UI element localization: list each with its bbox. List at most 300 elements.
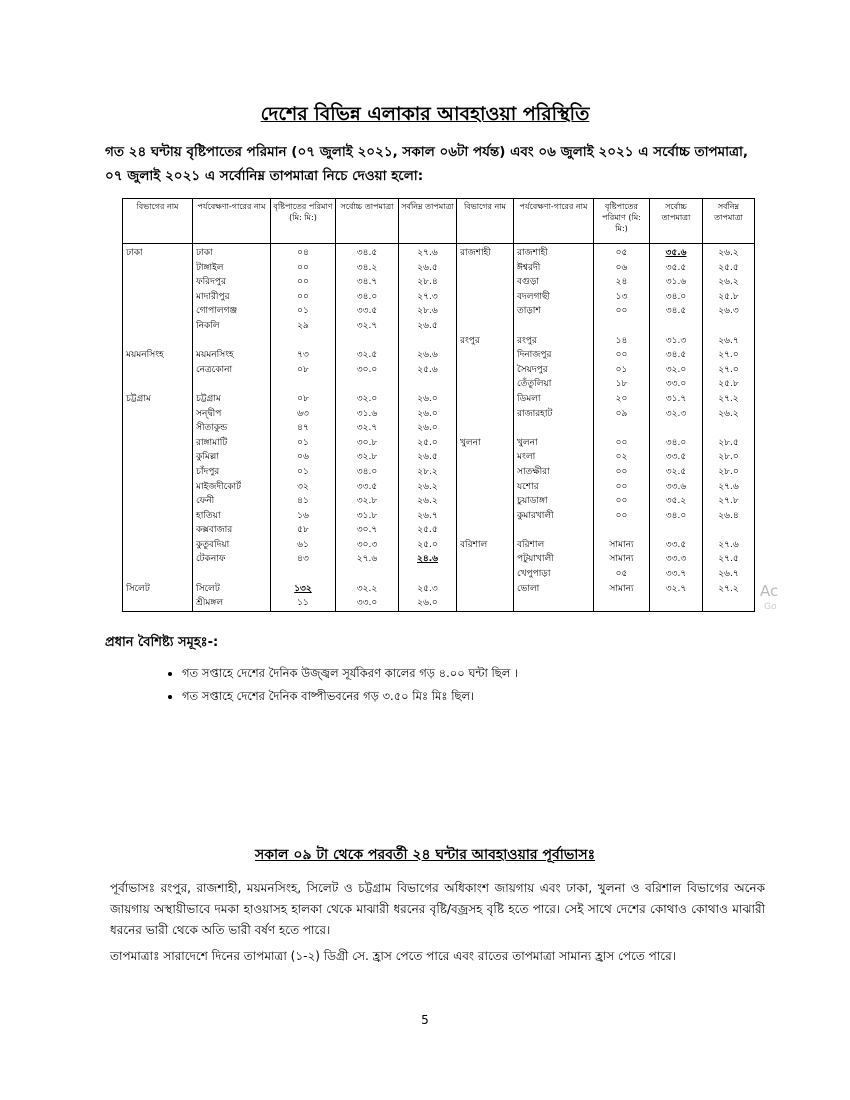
table-cell: [594, 480, 650, 495]
table-cell: [123, 348, 193, 363]
table-cell: [703, 480, 755, 495]
cell-text: ৩২: [297, 481, 309, 492]
table-cell: [193, 552, 271, 567]
cell-text: ৩২.৫: [356, 350, 378, 361]
cell-text: ৩৩.৫: [356, 306, 378, 317]
table-cell: [650, 407, 703, 422]
table-row: [123, 304, 755, 319]
table-cell: [703, 334, 755, 349]
table-header-row: [123, 199, 755, 244]
table-cell: [271, 334, 336, 349]
cell-text: ময়মনসিংহ: [126, 350, 164, 361]
table-cell: [594, 363, 650, 378]
table-cell: [594, 407, 650, 422]
table-row: [123, 275, 755, 290]
table-cell: [123, 275, 193, 290]
feature-item: • গত সপ্তাহে দেশের দৈনিক উজ্জ্বল সূর্যকিরণ কালের গড় ৪.০০ ঘন্টা ছিল ।: [182, 662, 742, 685]
table-cell: [650, 567, 703, 582]
table-cell: [193, 582, 271, 597]
cell-text: ২৭.৫: [718, 554, 739, 565]
table-cell: [193, 334, 271, 349]
cell-text: ৬৩: [297, 408, 309, 419]
cell-text: খুলনা: [460, 437, 481, 448]
cell-text: ২৬.২: [417, 496, 438, 507]
column-header: বিভাগের নাম: [123, 199, 193, 244]
cell-text: ২৬.৭: [718, 569, 739, 580]
column-header: পর্যবেক্ষণা-গারের নাম: [514, 199, 594, 244]
table-cell: [399, 304, 457, 319]
cell-text: ২৫.৮: [718, 379, 739, 390]
table-cell: [650, 377, 703, 392]
table-cell: [271, 480, 336, 495]
table-cell: [703, 494, 755, 509]
cell-text: ০০: [615, 306, 628, 317]
cell-text: সীতাকুন্ড: [196, 423, 228, 434]
table-cell: [457, 275, 514, 290]
cell-text: ৩৪.৫: [665, 350, 687, 361]
cell-text: ৩৪.০: [356, 466, 378, 477]
table-cell: [399, 567, 457, 582]
cell-text: সাতক্ষীরা: [517, 466, 550, 477]
table-cell: [594, 334, 650, 349]
table-cell: [457, 567, 514, 582]
cell-text: ২৬.০: [417, 598, 438, 609]
cell-text: ৩০.৩: [356, 539, 378, 550]
cell-text: মাইজদীকোর্ট: [196, 481, 242, 492]
cell-text: ০৬: [297, 452, 309, 463]
table-cell: [399, 421, 457, 436]
cell-text: সন্দ্বীপ: [196, 408, 222, 419]
cell-text: ফেনী: [196, 496, 215, 507]
table-cell: [514, 552, 594, 567]
cell-text: ২৬.৭: [417, 510, 438, 521]
cell-text: ৩২.৭: [356, 320, 378, 331]
page-number: 5: [421, 1013, 429, 1027]
table-cell: [594, 494, 650, 509]
cell-text: চাঁদপুর: [196, 466, 220, 477]
cell-text: ০৫: [615, 569, 628, 580]
cell-text: ২৭.৬: [718, 481, 739, 492]
table-cell: [650, 290, 703, 305]
table-cell: [703, 290, 755, 305]
cell-text: ৩২.৭: [665, 583, 687, 594]
cell-text: ২৮.০: [718, 466, 739, 477]
feature-item: • গত সপ্তাহে দেশের দৈনিক বাষ্পীভবনের গড় ৩.৫০ মিঃ মিঃ ছিল।: [182, 685, 742, 708]
cell-text: চুয়াডাঙ্গা: [517, 496, 548, 507]
table-cell: [123, 377, 193, 392]
cell-text: ২৬.৬: [417, 350, 438, 361]
table-row: [123, 436, 755, 451]
table-cell: [193, 436, 271, 451]
table-cell: [514, 465, 594, 480]
cell-text: ০১: [615, 364, 628, 375]
table-cell: [123, 509, 193, 524]
table-cell: [514, 421, 594, 436]
table-cell: [336, 552, 399, 567]
cell-text: দিনাজপুর: [517, 350, 552, 361]
table-cell: [594, 436, 650, 451]
table-row: [123, 377, 755, 392]
table-cell: [457, 465, 514, 480]
cell-text: ২৮.০: [718, 452, 739, 463]
table-cell: [399, 523, 457, 538]
cell-text: ২৭.৮: [718, 496, 739, 507]
table-cell: [123, 538, 193, 553]
cell-text: কুতুবদিয়া: [196, 539, 230, 550]
table-cell: [650, 304, 703, 319]
table-cell: [650, 596, 703, 611]
table-cell: [123, 480, 193, 495]
table-cell: [193, 509, 271, 524]
page-title: দেশের বিভিন্ন এলাকার আবহাওয়া পরিস্থিতি: [260, 103, 590, 125]
cell-text: ৩২.৭: [356, 423, 378, 434]
features-list: [160, 662, 742, 708]
cell-text: ৩৪.৫: [665, 306, 687, 317]
cell-text: ৩১.৬: [665, 277, 687, 288]
table-cell: [193, 377, 271, 392]
table-cell: [703, 596, 755, 611]
table-cell: [514, 275, 594, 290]
cell-text: খুলনা: [517, 437, 538, 448]
table-cell: [594, 377, 650, 392]
cell-text: ২৬.৫: [417, 452, 438, 463]
table-cell: [336, 261, 399, 276]
cell-text: ২৫.৫: [718, 262, 739, 273]
features-heading: প্রধান বৈশিষ্ট্য সমূহঃ-:: [105, 635, 219, 650]
table-cell: [399, 348, 457, 363]
cell-text: ১৩: [615, 291, 628, 302]
table-cell: [514, 363, 594, 378]
cell-text: ০০: [297, 262, 309, 273]
cell-text: ৩৩.৩: [665, 554, 687, 565]
cell-text: ০০: [297, 277, 309, 288]
cell-text: ২৯: [297, 320, 309, 331]
table-cell: [271, 494, 336, 509]
table-cell: [271, 596, 336, 611]
table-cell: [271, 319, 336, 334]
table-cell: [457, 261, 514, 276]
cell-text: ৩৩.৬: [665, 481, 687, 492]
cell-text: ২৫.৫: [417, 525, 438, 536]
cell-text: কুমারখালী: [517, 510, 554, 521]
table-cell: [650, 480, 703, 495]
cell-text: ০১: [297, 466, 309, 477]
cell-text: ৩৪.০: [356, 291, 378, 302]
table-cell: [457, 304, 514, 319]
cell-text: সামান্য: [609, 583, 634, 594]
cell-text: খেপুপাড়া: [517, 569, 551, 580]
cell-text: ৩৩.৭: [665, 569, 687, 580]
table-cell: [336, 538, 399, 553]
cell-text: ৩১.৮: [356, 510, 378, 521]
cell-text: ৩২.০: [665, 364, 687, 375]
cell-text: ২৬.০: [417, 423, 438, 434]
cell-text: ৬১: [297, 539, 309, 550]
table-cell: [703, 567, 755, 582]
cell-text: ২৬.২: [718, 408, 739, 419]
table-cell: [514, 348, 594, 363]
cell-text: ৩৪.২: [356, 262, 378, 273]
cell-text: ১৮: [615, 379, 628, 390]
table-cell: [650, 392, 703, 407]
cell-text: ০৬: [615, 262, 628, 273]
cell-text: ৩৪.০: [665, 437, 687, 448]
table-cell: [271, 348, 336, 363]
cell-text: ফরিদপুর: [196, 277, 226, 288]
cell-text: ৩৩.৫: [356, 481, 378, 492]
cell-text: ৩৩.৫: [665, 539, 687, 550]
cell-text: ৩২.৩: [665, 408, 687, 419]
table-cell: [271, 582, 336, 597]
table-cell: [399, 596, 457, 611]
table-cell: [336, 494, 399, 509]
cell-text: ৪৩: [297, 554, 309, 565]
cell-text: ১৩২: [294, 583, 312, 594]
table-cell: [594, 509, 650, 524]
cell-text: ৩৪.৫: [356, 248, 378, 258]
table-row: [123, 319, 755, 334]
table-cell: [271, 450, 336, 465]
table-cell: [457, 407, 514, 422]
cell-text: রংপুর: [517, 335, 537, 346]
table-cell: [271, 465, 336, 480]
cell-text: ৩০.৭: [356, 525, 378, 536]
column-header: সর্বোচ্চ তাপমাত্রা: [650, 199, 703, 244]
table-cell: [399, 465, 457, 480]
cell-text: ৭৩: [297, 350, 309, 361]
cell-text: রাজশাহী: [517, 248, 548, 258]
cell-text: পটুয়াখালী: [517, 554, 554, 565]
cell-text: ০০: [615, 496, 628, 507]
cell-text: ২৭.৩: [417, 291, 438, 302]
cell-text: ০৪: [297, 248, 309, 258]
cell-text: ২৭.৬: [356, 554, 378, 565]
cell-text: ঢাকা: [126, 248, 143, 258]
table-cell: [399, 244, 457, 261]
cell-text: শ্রীমঙ্গল: [196, 598, 224, 609]
temperature-paragraph: তাপমাত্রাঃ সারাদেশে দিনের তাপমাত্রা (১-২) ডিগ্রী সে. হ্রাস পেতে পারে এবং রাতের তাপমাত্রা সামান্য হ্রাস পেতে পারে।: [110, 949, 677, 963]
table-cell: [399, 363, 457, 378]
cell-text: ৩১.৬: [356, 408, 378, 419]
cell-text: ০০: [615, 510, 628, 521]
table-row: [123, 334, 755, 349]
cell-text: ২৫.৮: [718, 291, 739, 302]
table-cell: [514, 261, 594, 276]
table-cell: [703, 582, 755, 597]
cell-text: ৩৪.৭: [356, 277, 378, 288]
table-cell: [457, 334, 514, 349]
cell-text: ৩০.৮: [356, 437, 378, 448]
table-cell: [703, 319, 755, 334]
table-cell: [271, 552, 336, 567]
cell-text: সিলেট: [126, 583, 150, 594]
cell-text: বদলগাছী: [517, 291, 550, 302]
table-cell: [271, 244, 336, 261]
cell-text: বরিশাল: [460, 539, 488, 550]
table-cell: [594, 523, 650, 538]
table-cell: [457, 582, 514, 597]
table-cell: [271, 363, 336, 378]
table-cell: [594, 538, 650, 553]
table-cell: [123, 552, 193, 567]
cell-text: ৩৪.০: [665, 291, 687, 302]
column-header: সর্বোচ্চ তাপমাত্রা: [336, 199, 399, 244]
table-cell: [650, 348, 703, 363]
table-cell: [703, 509, 755, 524]
table-cell: [594, 290, 650, 305]
table-cell: [703, 363, 755, 378]
table-cell: [650, 582, 703, 597]
table-cell: [703, 392, 755, 407]
table-cell: [514, 596, 594, 611]
table-cell: [336, 582, 399, 597]
table-cell: [193, 275, 271, 290]
table-cell: [650, 319, 703, 334]
table-row: [123, 244, 755, 261]
table-cell: [123, 290, 193, 305]
table-cell: [703, 538, 755, 553]
table-cell: [703, 523, 755, 538]
table-cell: [594, 552, 650, 567]
cell-text: ২৬.৭: [718, 335, 739, 346]
table-cell: [193, 494, 271, 509]
table-cell: [594, 421, 650, 436]
table-cell: [514, 450, 594, 465]
cell-text: ২৬.২: [718, 277, 739, 288]
cell-text: ২৬.৫: [417, 320, 438, 331]
column-header: বৃষ্টিপাতের পরিমাণ (মি: মি:): [594, 199, 650, 244]
cell-text: রংপুর: [460, 335, 480, 346]
cell-text: ২৮.৫: [718, 437, 739, 448]
cell-text: ঈশ্বরদী: [517, 262, 541, 273]
cell-text: ০০: [615, 481, 628, 492]
cell-text: রাঙ্গামাটি: [196, 437, 228, 448]
table-cell: [123, 421, 193, 436]
table-cell: [650, 275, 703, 290]
table-cell: [457, 348, 514, 363]
table-cell: [457, 450, 514, 465]
cell-text: ২৫.০: [417, 539, 438, 550]
table-cell: [650, 261, 703, 276]
forecast-paragraph: পূর্বাভাসঃ রংপুর, রাজশাহী, ময়মনসিংহ, সিলেট ও চট্টগ্রাম বিভাগের অধিকাংশ জায়গায় এবং ঢাকা, খুলনা ও বরিশাল বিভাগের অনেক জায়গায় অস্থায়ীভাবে দমকা হাওয়াসহ হালকা থেকে মাঝারী ধরনের বৃষ্টি/বজ্রসহ বৃষ্টি হতে পারে। সেই সাথে দেশের কোথাও কোথাও মাঝারী ধরনের ভারী থেকে অতি ভারী বর্ষণ হতে পারে।: [110, 881, 765, 937]
table-cell: [193, 319, 271, 334]
table-cell: [514, 392, 594, 407]
cell-text: ০০: [615, 437, 628, 448]
table-cell: [594, 275, 650, 290]
cell-text: ৩১.৩: [665, 335, 687, 346]
cell-text: ৩২.৫: [665, 466, 687, 477]
cell-text: গোপালগঞ্জ: [196, 306, 238, 317]
table-cell: [123, 523, 193, 538]
table-cell: [594, 244, 650, 261]
cell-text: ৪১: [297, 496, 309, 507]
cell-text: ২৪.৬: [417, 554, 438, 565]
table-cell: [336, 523, 399, 538]
table-cell: [336, 377, 399, 392]
table-cell: [399, 552, 457, 567]
cell-text: বগুড়া: [517, 277, 540, 288]
table-cell: [271, 436, 336, 451]
cell-text: ময়মনসিংহ: [196, 350, 234, 361]
table-cell: [703, 552, 755, 567]
table-cell: [650, 421, 703, 436]
table-cell: [399, 480, 457, 495]
table-cell: [123, 596, 193, 611]
column-header: বিভাগের নাম: [457, 199, 514, 244]
cell-text: ২৪: [615, 277, 628, 288]
cell-text: ২৭.০: [718, 364, 739, 375]
table-row: [123, 290, 755, 305]
cell-text: ০৯: [615, 408, 628, 419]
cell-text: হাতিয়া: [196, 510, 221, 521]
table-row: [123, 567, 755, 582]
table-cell: [271, 392, 336, 407]
cell-text: কক্সবাজার: [196, 525, 233, 536]
table-cell: [271, 567, 336, 582]
table-cell: [703, 348, 755, 363]
cell-text: ০০: [615, 466, 628, 477]
table-cell: [650, 523, 703, 538]
cell-text: ২৮.৪: [417, 277, 438, 288]
table-cell: [514, 538, 594, 553]
table-cell: [123, 465, 193, 480]
cell-text: বরিশাল: [517, 539, 545, 550]
table-cell: [193, 261, 271, 276]
table-cell: [514, 290, 594, 305]
table-row: [123, 421, 755, 436]
cell-text: রাজারহাট: [517, 408, 553, 419]
cell-text: ৩০.০: [356, 364, 378, 375]
column-header: পর্যবেক্ষণা-গারের নাম: [193, 199, 271, 244]
table-cell: [514, 480, 594, 495]
column-header: সর্বনিম্ন তাপমাত্রা: [703, 199, 755, 244]
table-cell: [399, 275, 457, 290]
table-cell: [193, 421, 271, 436]
cell-text: ৪৭: [297, 423, 309, 434]
cell-text: ভোলা: [517, 583, 540, 594]
activation-watermark: Ac: [760, 582, 779, 600]
table-cell: [271, 290, 336, 305]
table-cell: [336, 567, 399, 582]
cell-text: ২৬.০: [417, 408, 438, 419]
cell-text: ডিমলা: [517, 393, 541, 404]
table-row: [123, 509, 755, 524]
table-cell: [336, 275, 399, 290]
cell-text: মাদারীপুর: [196, 291, 230, 302]
table-cell: [336, 392, 399, 407]
table-cell: [594, 596, 650, 611]
cell-text: চট্টগ্রাম: [126, 393, 151, 404]
table-cell: [703, 244, 755, 261]
table-cell: [514, 407, 594, 422]
cell-text: ঢাকা: [196, 248, 213, 258]
table-cell: [271, 261, 336, 276]
table-row: [123, 450, 755, 465]
table-cell: [271, 275, 336, 290]
table-cell: [399, 290, 457, 305]
cell-text: ২৭.২: [718, 393, 739, 404]
table-cell: [457, 363, 514, 378]
table-cell: [703, 377, 755, 392]
table-cell: [123, 450, 193, 465]
table-cell: [123, 334, 193, 349]
table-cell: [193, 348, 271, 363]
cell-text: রাজশাহী: [460, 248, 491, 258]
table-cell: [123, 319, 193, 334]
table-cell: [457, 494, 514, 509]
table-cell: [703, 407, 755, 422]
cell-text: ৩৪.০: [665, 510, 687, 521]
